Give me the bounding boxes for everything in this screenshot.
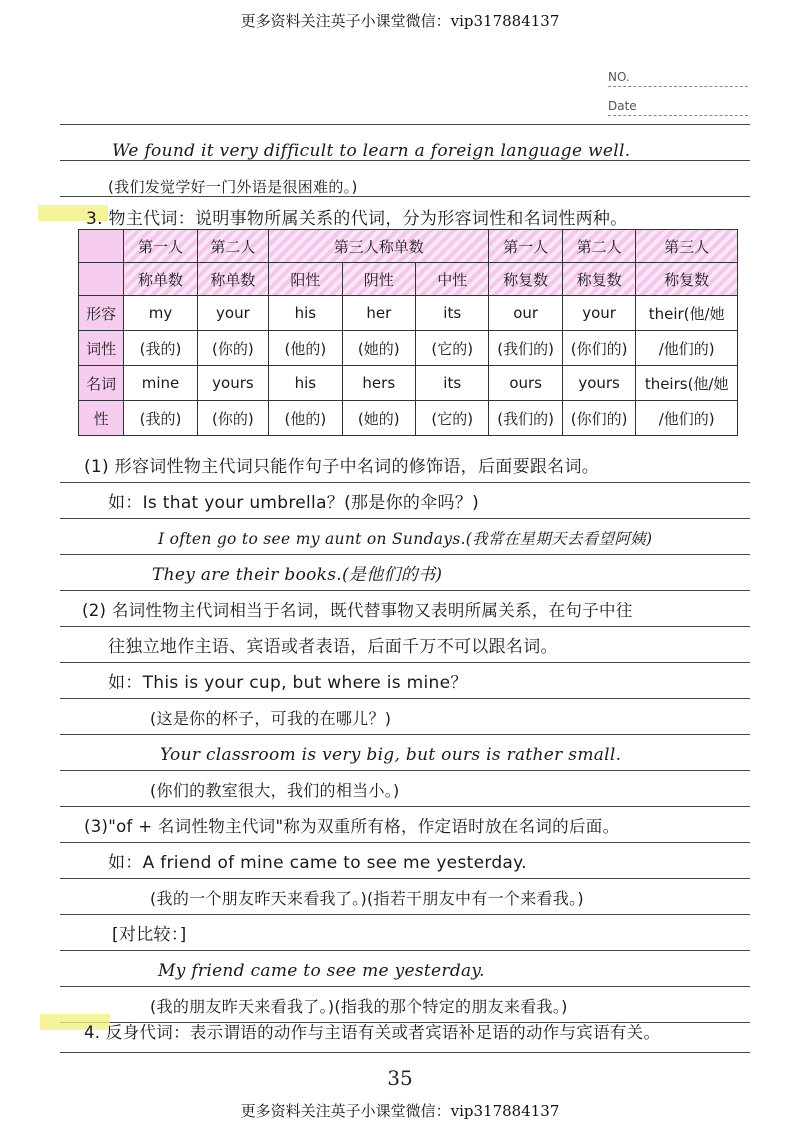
table-cell: its xyxy=(416,366,489,401)
row-label: 名词 xyxy=(79,366,124,401)
table-cell: yours xyxy=(197,366,268,401)
ruled-line xyxy=(60,950,750,951)
table-subheader: 阳性 xyxy=(269,263,342,296)
table-subheader: 阴性 xyxy=(342,263,415,296)
example-sentence: 如：Is that your umbrella？(那是你的伞吗？) xyxy=(108,493,480,513)
translation: (我们发觉学好一门外语是很困难的。) xyxy=(108,178,358,196)
rule-paragraph: 往独立地作主语、宾语或者表语，后面千万不可以跟名词。 xyxy=(108,637,558,657)
table-cell: your xyxy=(562,296,635,331)
example-sentence: I often go to see my aunt on Sundays.(我常在星期天去看望阿姨) xyxy=(158,530,653,548)
table-subheader: 称单数 xyxy=(197,263,268,296)
date-label: Date xyxy=(608,99,637,113)
table-cell: their(他/她 xyxy=(636,296,738,331)
comparison-label: [对比较：] xyxy=(112,925,187,945)
example-sentence: They are their books.(是他们的书) xyxy=(152,565,443,585)
table-cell: ours xyxy=(489,366,562,401)
table-header: 第三人 xyxy=(636,230,738,263)
no-label: NO. xyxy=(608,70,630,84)
table-cell: (我们的) xyxy=(489,401,562,436)
table-cell: (你们的) xyxy=(562,331,635,366)
ruled-line xyxy=(60,518,750,519)
table-header: 第一人 xyxy=(124,230,197,263)
table-cell: our xyxy=(489,296,562,331)
table-corner-cell xyxy=(79,230,124,263)
date-line xyxy=(608,115,748,116)
no-line xyxy=(608,86,748,87)
table-cell: (我们的) xyxy=(489,331,562,366)
rule-paragraph: (1) 形容词性物主代词只能作句子中名词的修饰语，后面要跟名词。 xyxy=(84,457,600,477)
table-subheader: 中性 xyxy=(416,263,489,296)
table-cell: (你们的) xyxy=(562,401,635,436)
table-row xyxy=(79,401,738,436)
ruled-line xyxy=(60,878,750,879)
row-label: 形容 xyxy=(79,296,124,331)
table-header: 第一人 xyxy=(489,230,562,263)
table-cell: her xyxy=(342,296,415,331)
ruled-line xyxy=(60,698,750,699)
ruled-line xyxy=(60,770,750,771)
row-label: 性 xyxy=(79,401,124,436)
example-sentence: We found it very difficult to learn a foreign language well. xyxy=(112,141,631,161)
table-subheader: 称单数 xyxy=(124,263,197,296)
table-row xyxy=(79,366,738,401)
translation: (我的一个朋友昨天来看我了。)(指若干朋友中有一个来看我。) xyxy=(150,889,584,908)
ruled-line xyxy=(60,124,750,125)
ruled-line xyxy=(60,590,750,591)
ruled-line xyxy=(60,1052,750,1053)
translation: (我的朋友昨天来看我了。)(指我的那个特定的朋友来看我。) xyxy=(150,997,568,1016)
watermark-top: 更多资料关注英子小课堂微信：vip317884137 xyxy=(240,12,560,30)
table-header: 第二人 xyxy=(197,230,268,263)
rule-paragraph: (2) 名词性物主代词相当于名词，既代替事物又表明所属关系，在句子中往 xyxy=(82,601,633,620)
table-subheader: 称复数 xyxy=(636,263,738,296)
ruled-line xyxy=(60,626,750,627)
row-label: 词性 xyxy=(79,331,124,366)
ruled-line xyxy=(60,986,750,987)
table-corner-cell xyxy=(79,263,124,296)
ruled-line xyxy=(60,842,750,843)
table-cell: (你的) xyxy=(197,401,268,436)
ruled-line xyxy=(60,806,750,807)
section-heading-reflexive: 4. 反身代词：表示谓语的动作与主语有关或者宾语补足语的动作与宾语有关。 xyxy=(84,1023,661,1042)
table-cell: (它的) xyxy=(416,331,489,366)
example-sentence: 如：This is your cup, but where is mine？ xyxy=(108,673,468,693)
table-cell: theirs(他/她 xyxy=(636,366,738,401)
table-cell: /他们的) xyxy=(636,401,738,436)
table-header: 第二人 xyxy=(562,230,635,263)
watermark-bottom: 更多资料关注英子小课堂微信：vip317884137 xyxy=(240,1102,560,1120)
table-cell: /他们的) xyxy=(636,331,738,366)
table-cell: his xyxy=(269,366,342,401)
ruled-line xyxy=(60,662,750,663)
table-subheader: 称复数 xyxy=(562,263,635,296)
table-cell: (她的) xyxy=(342,331,415,366)
example-sentence: Your classroom is very big, but ours is rather small. xyxy=(160,745,622,765)
example-sentence: 如：A friend of mine came to see me yesterday. xyxy=(108,853,527,873)
table-cell: your xyxy=(197,296,268,331)
ruled-line xyxy=(60,914,750,915)
ruled-line xyxy=(60,554,750,555)
table-cell: (我的) xyxy=(124,401,197,436)
table-cell: (你的) xyxy=(197,331,268,366)
ruled-line xyxy=(60,734,750,735)
translation: (这是你的杯子，可我的在哪儿？) xyxy=(150,709,392,728)
table-cell: (他的) xyxy=(269,331,342,366)
table-cell: mine xyxy=(124,366,197,401)
table-subheader: 称复数 xyxy=(489,263,562,296)
rule-paragraph: (3)"of + 名词性物主代词"称为双重所有格，作定语时放在名词的后面。 xyxy=(84,817,620,836)
table-cell: yours xyxy=(562,366,635,401)
table-cell: his xyxy=(269,296,342,331)
table-cell: hers xyxy=(342,366,415,401)
table-header: 第三人称单数 xyxy=(269,230,489,263)
table-cell: its xyxy=(416,296,489,331)
translation: (你们的教室很大，我们的相当小。) xyxy=(150,781,400,800)
table-cell: (他的) xyxy=(269,401,342,436)
table-cell: (她的) xyxy=(342,401,415,436)
section-heading-possessive: 3. 物主代词：说明事物所属关系的代词，分为形容词性和名词性两种。 xyxy=(86,209,628,229)
ruled-line xyxy=(60,482,750,483)
table-row xyxy=(79,331,738,366)
page-number: 35 xyxy=(387,1066,413,1090)
table-row xyxy=(79,296,738,331)
table-cell: (我的) xyxy=(124,331,197,366)
example-sentence: My friend came to see me yesterday. xyxy=(158,961,485,981)
possessive-pronoun-table xyxy=(78,229,738,436)
table-cell: my xyxy=(124,296,197,331)
table-cell: (它的) xyxy=(416,401,489,436)
